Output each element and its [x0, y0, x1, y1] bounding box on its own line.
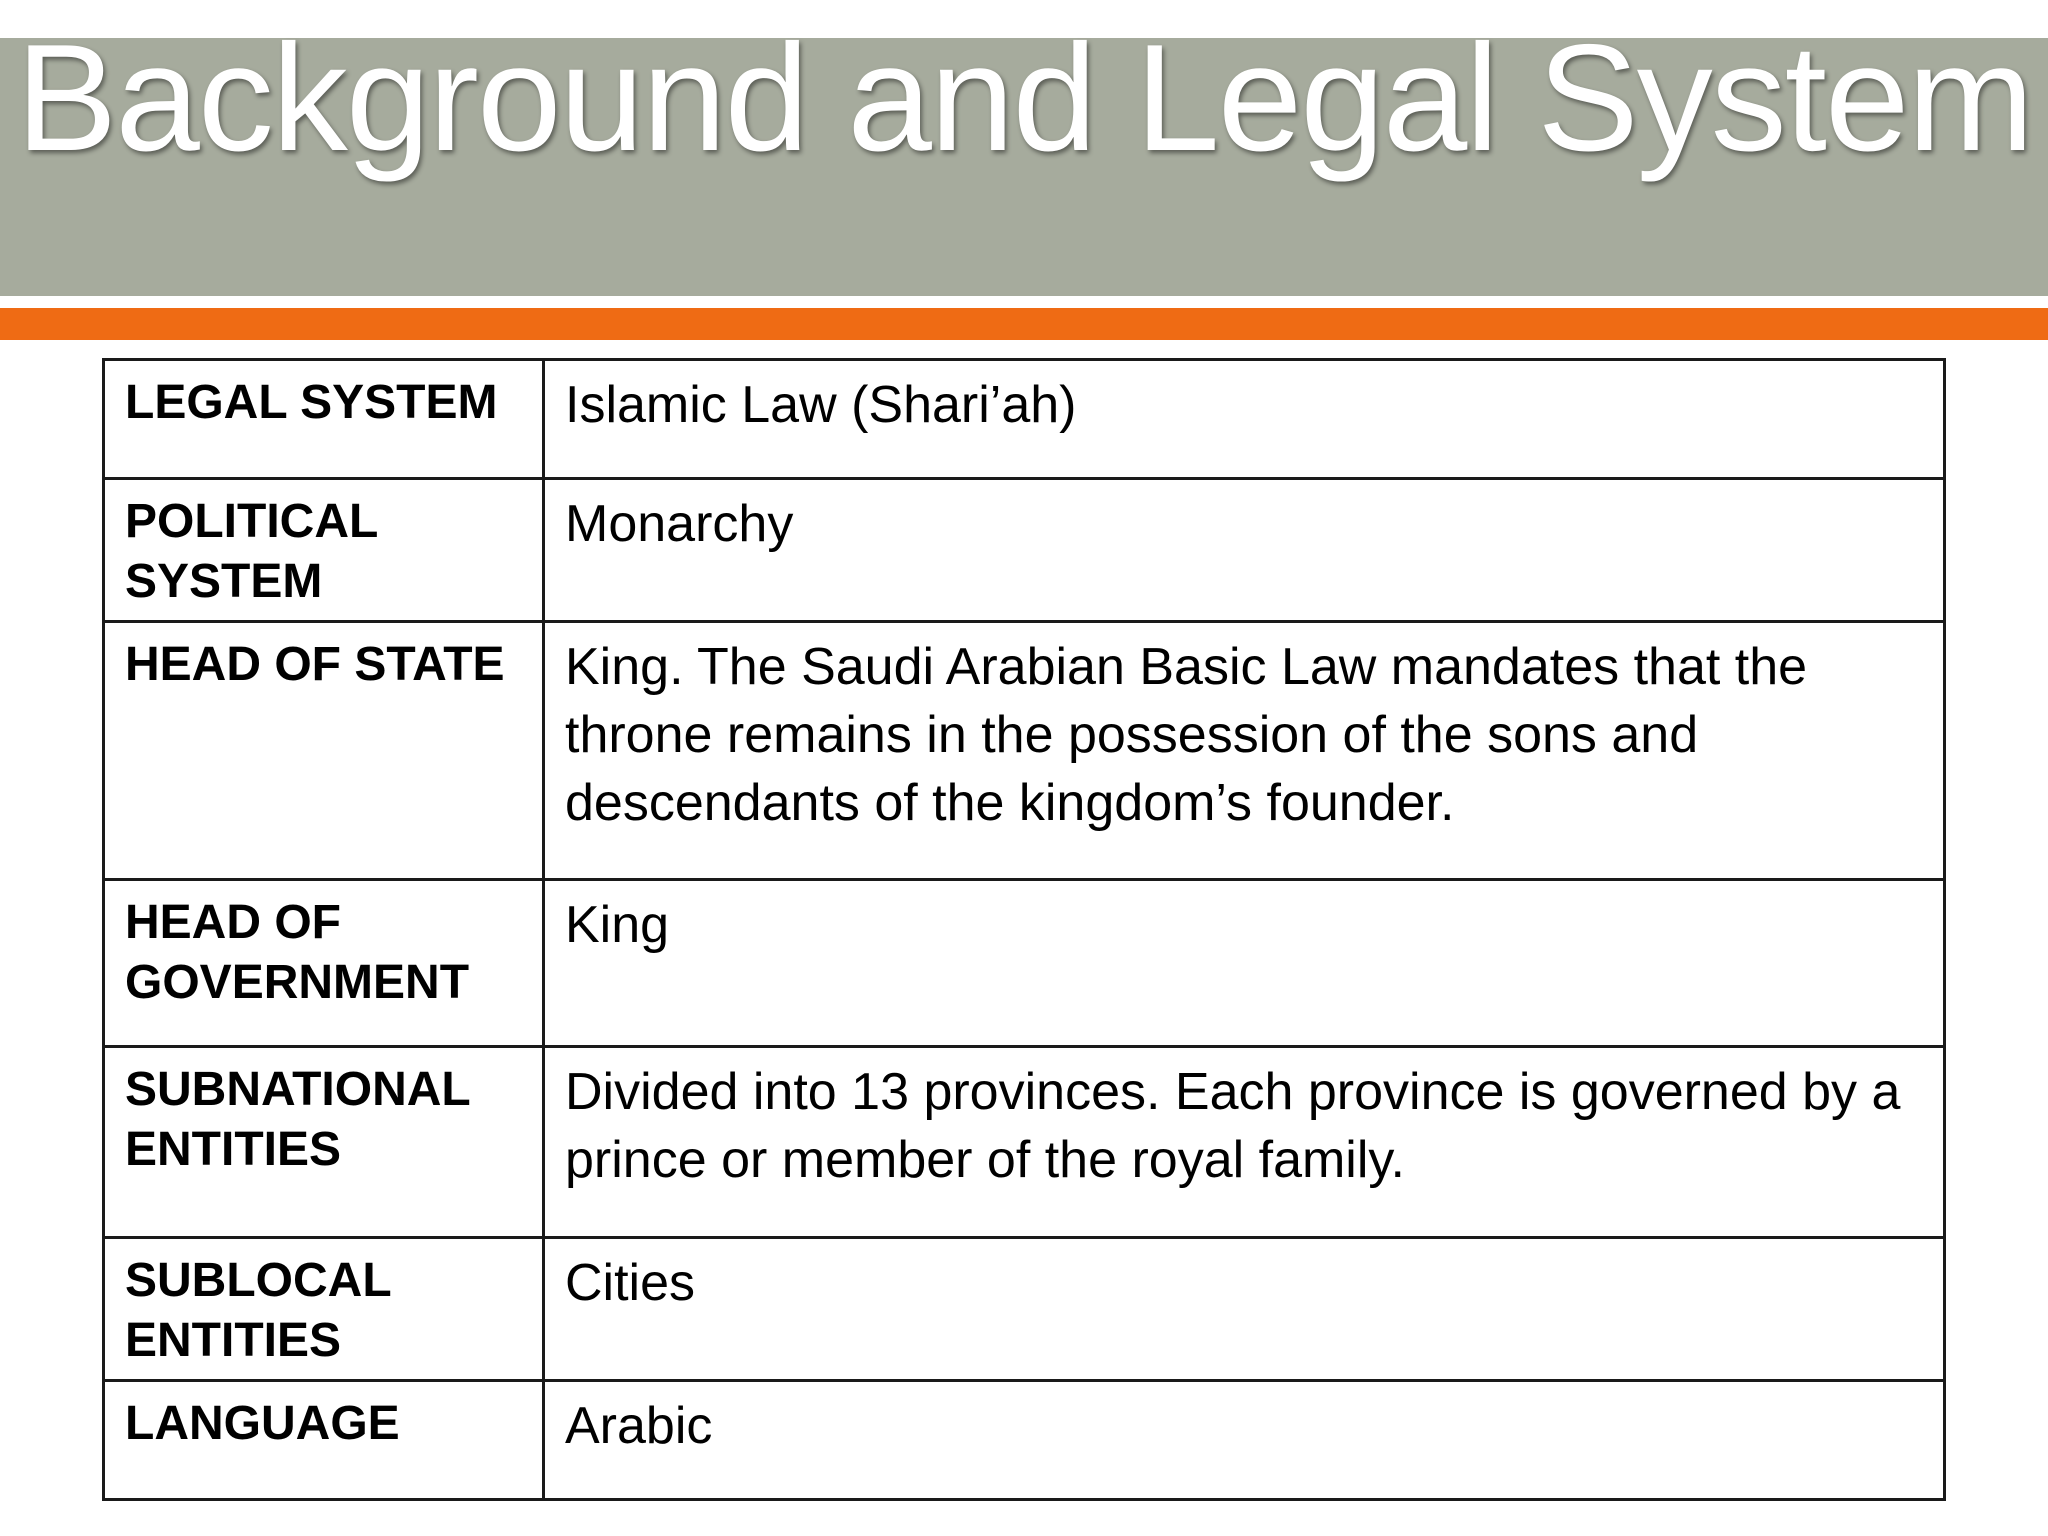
row-label: POLITICAL SYSTEM [104, 479, 544, 622]
row-value: King [544, 880, 1945, 1047]
row-value: Islamic Law (Shari’ah) [544, 360, 1945, 479]
row-value: Divided into 13 provinces. Each province is governed by a prince or member of the royal family. [544, 1047, 1945, 1238]
table-row [104, 880, 1945, 1047]
row-value: Arabic [544, 1381, 1945, 1500]
slide-title: Background and Legal System [15, 13, 2033, 183]
table-row [104, 622, 1945, 880]
table-row [104, 479, 1945, 622]
table-row [104, 1047, 1945, 1238]
row-value: Cities [544, 1238, 1945, 1381]
info-table [102, 358, 1946, 1501]
table-row [104, 1238, 1945, 1381]
row-label: SUBNATIONAL ENTITIES [104, 1047, 544, 1238]
row-value: King. The Saudi Arabian Basic Law mandates that the throne remains in the possession of the sons and descendants of the kingdom’s founder. [544, 622, 1945, 880]
row-label: HEAD OF STATE [104, 622, 544, 880]
row-label: HEAD OF GOVERNMENT [104, 880, 544, 1047]
table-row [104, 360, 1945, 479]
row-label: SUBLOCAL ENTITIES [104, 1238, 544, 1381]
accent-bar [0, 308, 2048, 340]
row-label: LANGUAGE [104, 1381, 544, 1500]
row-value: Monarchy [544, 479, 1945, 622]
table-row [104, 1381, 1945, 1500]
row-label: LEGAL SYSTEM [104, 360, 544, 479]
